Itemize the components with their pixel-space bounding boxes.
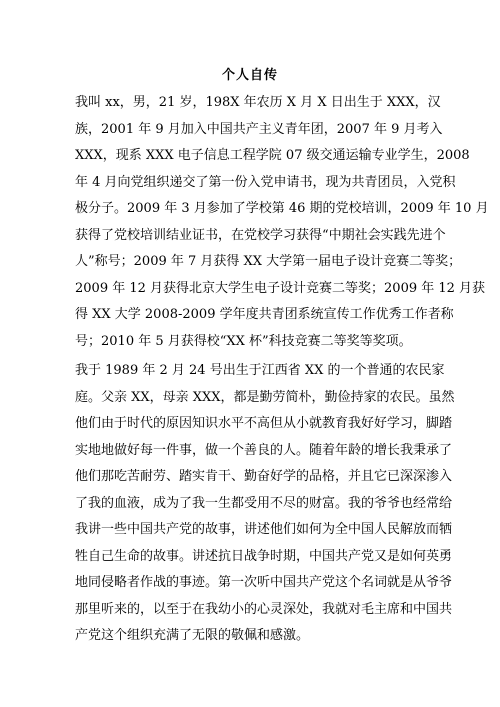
- text-line: 庭。父亲 XX，母亲 XXX，都是勤劳简朴，勤俭持家的农民。虽然: [75, 389, 455, 405]
- text-line: 他们由于时代的原因知识水平不高但从小就教育我好好学习，脚踏: [75, 416, 453, 431]
- text-line: 我叫 xx，男，21 岁，198X 年农历 X 月 X 日出生于 XXX，汉: [75, 95, 441, 110]
- text-line: 那里听来的，以至于在我幼小的心灵深处，我就对毛主席和中国共: [75, 601, 453, 617]
- text-line: 2009 年 12 月获得北京大学生电子设计竞赛二等奖；2009 年 12 月获: [75, 280, 486, 296]
- text-line: 年 4 月向党组织递交了第一份入党申请书，现为共青团员，入党积: [75, 174, 456, 190]
- text-line: 号；2010 年 5 月获得校“XX 杯”科技竞赛二等奖等奖项。: [75, 333, 412, 349]
- text-line: 族，2001 年 9 月加入中国共产主义青年团，2007 年 9 月考入: [75, 121, 443, 137]
- document-title: 个人自传: [221, 68, 278, 83]
- text-line: 他们那吃苦耐劳、踏实肯干、勤奋好学的品格，并且它已深深渗入: [75, 469, 453, 484]
- text-line: 极分子。2009 年 3 月参加了学校第 46 期的党校培训，2009 年 10 月: [75, 201, 489, 216]
- document-body: [75, 90, 489, 650]
- text-line: 获得了党校培训结业证书，在党校学习获得“中期社会实践先进个: [75, 227, 446, 243]
- text-line: 人”称号；2009 年 7 月获得 XX 大学第一届电子设计竞赛二等奖；: [75, 254, 462, 269]
- text-line: 我讲一些中国共产党的故事，讲述他们如何为全中国人民解放而牺: [75, 522, 453, 537]
- text-line: 实地地做好每一件事，做一个善良的人。随着年龄的增长我秉承了: [75, 442, 453, 458]
- text-line: 我于 1989 年 2 月 24 号出生于江西省 XX 的一个普通的农民家: [75, 363, 445, 378]
- text-line: 了我的血液，成为了我一生都受用不尽的财富。我的爷爷也经常给: [75, 495, 453, 511]
- text-line: XXX，现系 XXX 电子信息工程学院 07 级交通运输专业学生，2008: [75, 148, 470, 163]
- text-line: 产党这个组织充满了无限的敬佩和感激。: [75, 628, 310, 643]
- paragraph-1: [75, 90, 489, 355]
- text-line: 得 XX 大学 2008-2009 学年度共青团系统宣传工作优秀工作者称: [75, 307, 454, 322]
- text-line: 地同侵略者作战的事迹。第一次听中国共产党这个名词就是从爷爷: [75, 575, 453, 590]
- text-line: 牲自己生命的故事。讲述抗日战争时期，中国共产党又是如何英勇: [75, 548, 453, 564]
- paragraph-2: [75, 358, 455, 650]
